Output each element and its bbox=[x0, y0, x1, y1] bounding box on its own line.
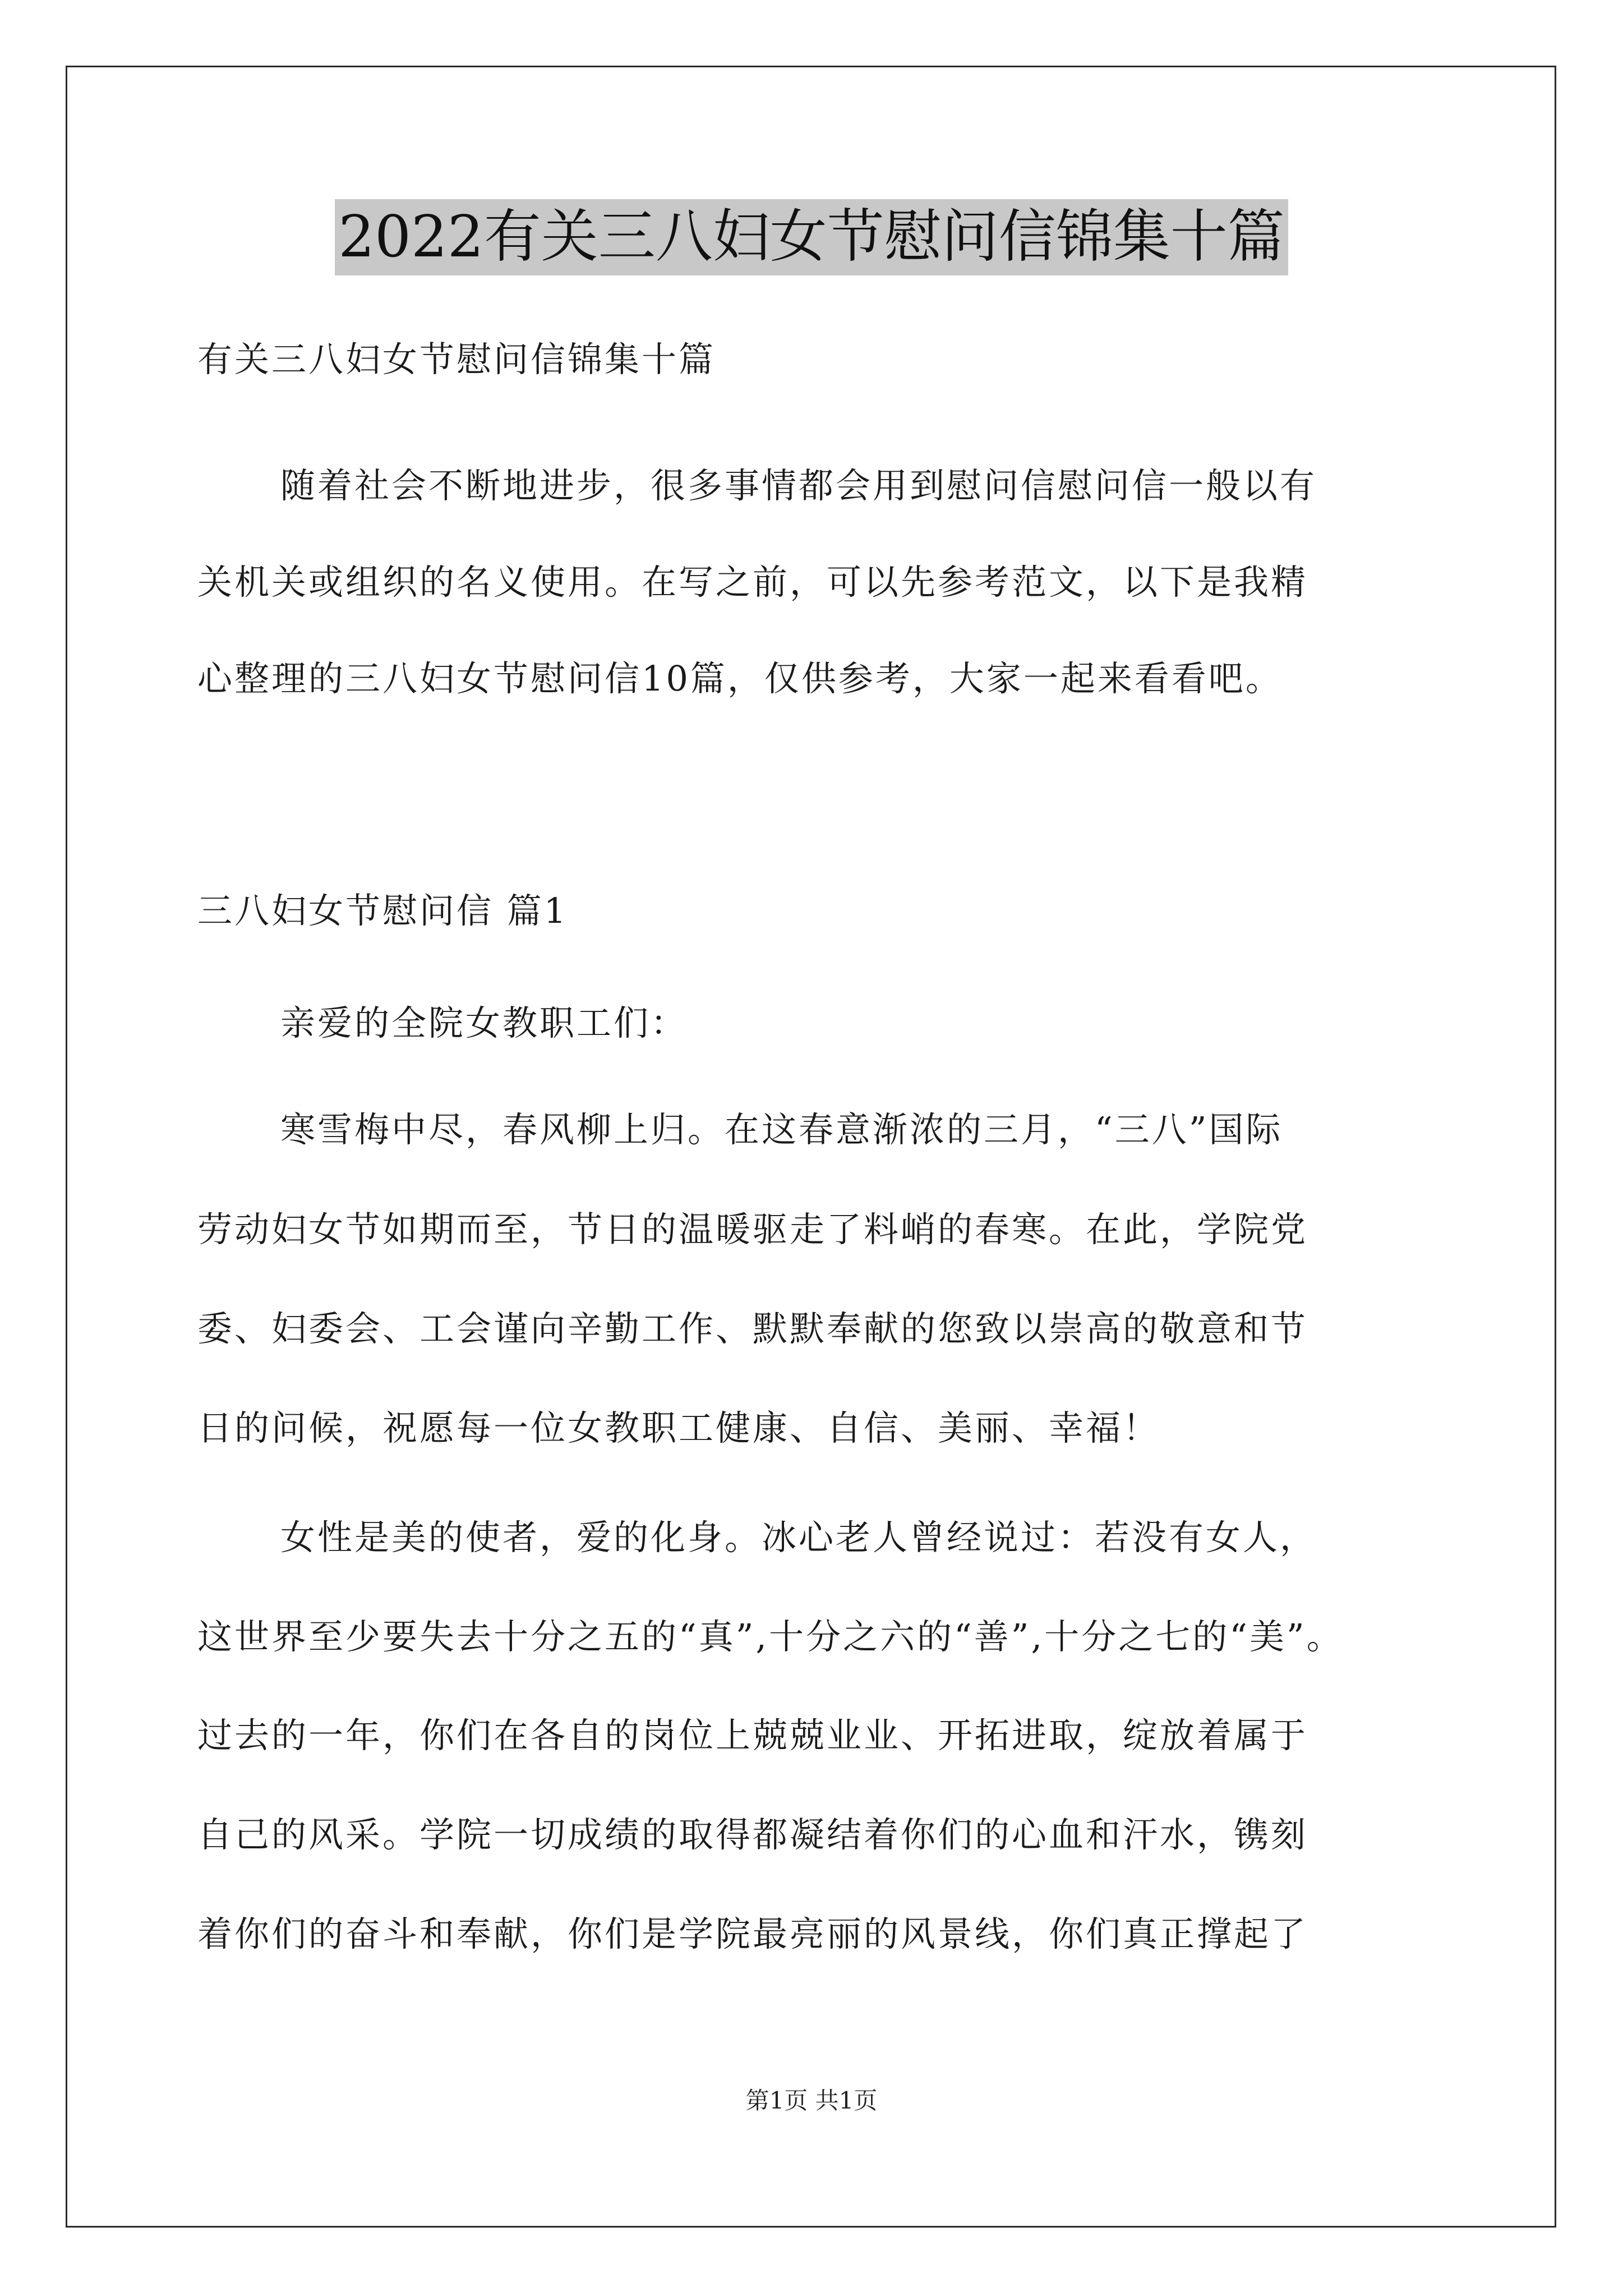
para1-line-4: 日的问候，祝愿每一位女教职工健康、自信、美丽、幸福！ bbox=[197, 1407, 1160, 1448]
para2-line-3: 过去的一年，你们在各自的岗位上兢兢业业、开拓进取，绽放着属于 bbox=[197, 1715, 1308, 1756]
section-heading: 三八妇女节慰问信 篇1 bbox=[197, 890, 569, 931]
intro-line-2: 关机关或组织的名义使用。在写之前，可以先参考范文，以下是我精 bbox=[197, 562, 1308, 602]
salutation: 亲爱的全院女教职工们： bbox=[280, 1002, 688, 1043]
intro-line-1: 随着社会不断地进步，很多事情都会用到慰问信慰问信一般以有 bbox=[280, 465, 1317, 506]
para2-line-4: 自己的风采。学院一切成绩的取得都凝结着你们的心血和汗水，镌刻 bbox=[197, 1814, 1308, 1855]
para2-line-1: 女性是美的使者，爱的化身。冰心老人曾经说过：若没有女人， bbox=[280, 1517, 1317, 1558]
para1-line-2: 劳动妇女节如期而至，节日的温暖驱走了料峭的春寒。在此，学院党 bbox=[197, 1209, 1308, 1250]
intro-line-3: 心整理的三八妇女节慰问信10篇，仅供参考，大家一起来看看吧。 bbox=[197, 658, 1283, 699]
para2-line-5: 着你们的奋斗和奉献，你们是学院最亮丽的风景线，你们真正撑起了 bbox=[197, 1913, 1308, 1954]
para1-line-3: 委、妇委会、工会谨向辛勤工作、默默奉献的您致以崇高的敬意和节 bbox=[197, 1308, 1308, 1349]
title-container bbox=[0, 199, 1623, 275]
document-title: 2022有关三八妇女节慰问信锦集十篇 bbox=[335, 199, 1288, 275]
para1-line-1: 寒雪梅中尽，春风柳上归。在这春意渐浓的三月，“三八”国际 bbox=[280, 1109, 1283, 1150]
subtitle: 有关三八妇女节慰问信锦集十篇 bbox=[197, 339, 716, 380]
page-footer: 第1页 共1页 bbox=[745, 2087, 878, 2114]
para2-line-2: 这世界至少要失去十分之五的“真”,十分之六的“善”,十分之七的“美”。 bbox=[197, 1616, 1344, 1657]
